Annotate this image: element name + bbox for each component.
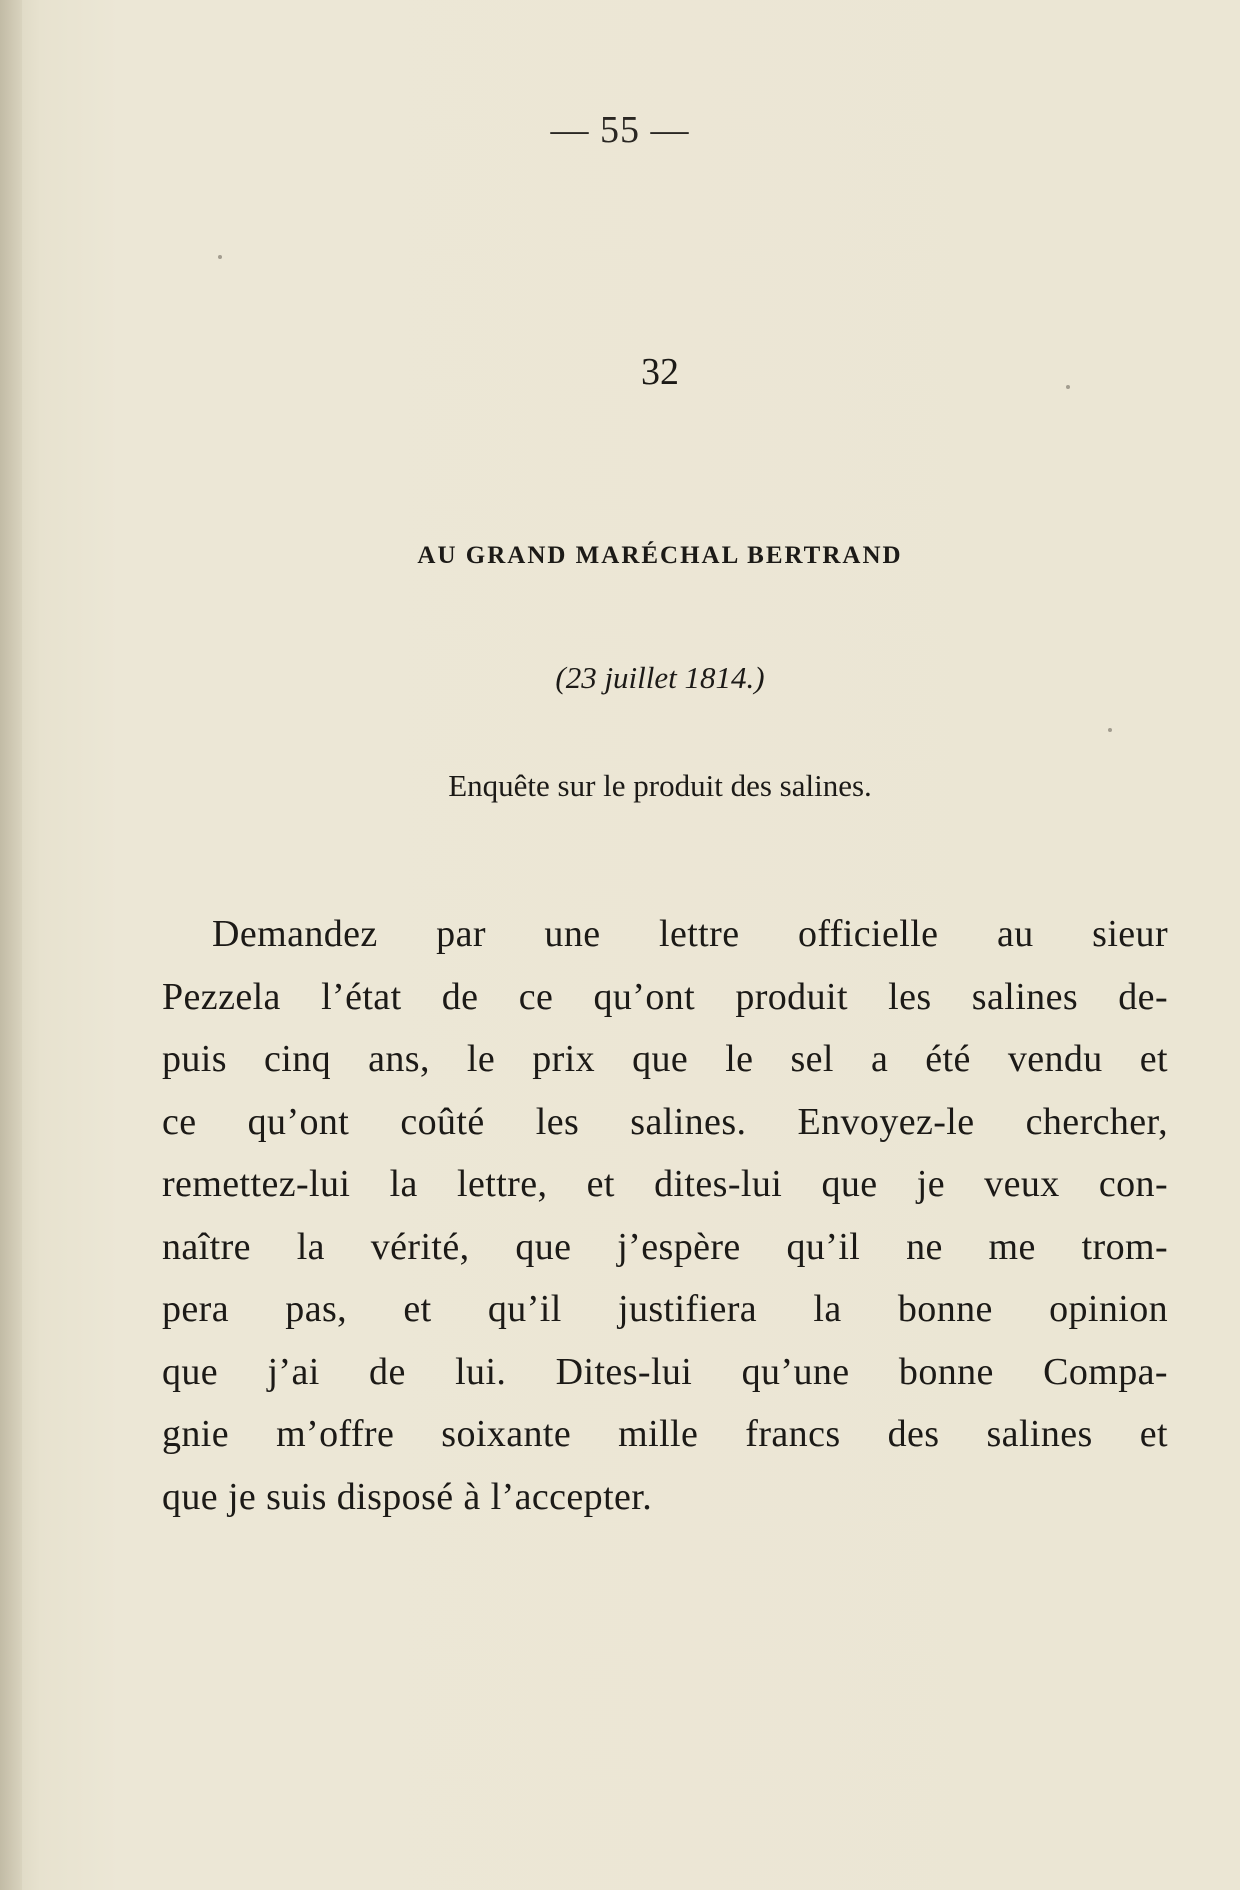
paper-speck [1066, 385, 1070, 389]
body-line: Pezzela l’état de ce qu’ont produit les salines de- [162, 975, 1168, 1018]
body-line: ce qu’ont coûté les salines. Envoyez-le chercher, [162, 1100, 1168, 1143]
body-line: que je suis disposé à l’accepter. [162, 1475, 653, 1518]
paper-speck [1108, 728, 1112, 732]
paper-speck [218, 255, 222, 259]
letter-subject: Enquête sur le produit des salines. [448, 768, 872, 803]
page-number: — 55 — [550, 109, 690, 151]
body-line: puis cinq ans, le prix que le sel a été vendu et [162, 1038, 1168, 1080]
body-line: que j’ai de lui. Dites-lui qu’une bonne Compa- [162, 1350, 1168, 1393]
body-line: Demandez par une lettre officielle au sieur [212, 913, 1168, 955]
body-line: pera pas, et qu’il justifiera la bonne opinion [162, 1288, 1168, 1330]
letter-body [162, 903, 1168, 1528]
letter-recipient-heading: AU GRAND MARÉCHAL BERTRAND [417, 542, 903, 569]
body-line: remettez-lui la lettre, et dites-lui que je veux con- [162, 1163, 1168, 1205]
letter-date: (23 juillet 1814.) [555, 660, 765, 695]
body-line: gnie m’offre soixante mille francs des salines et [162, 1413, 1168, 1455]
letter-number: 32 [641, 351, 679, 393]
body-line: naître la vérité, que j’espère qu’il ne me trom- [162, 1225, 1168, 1268]
